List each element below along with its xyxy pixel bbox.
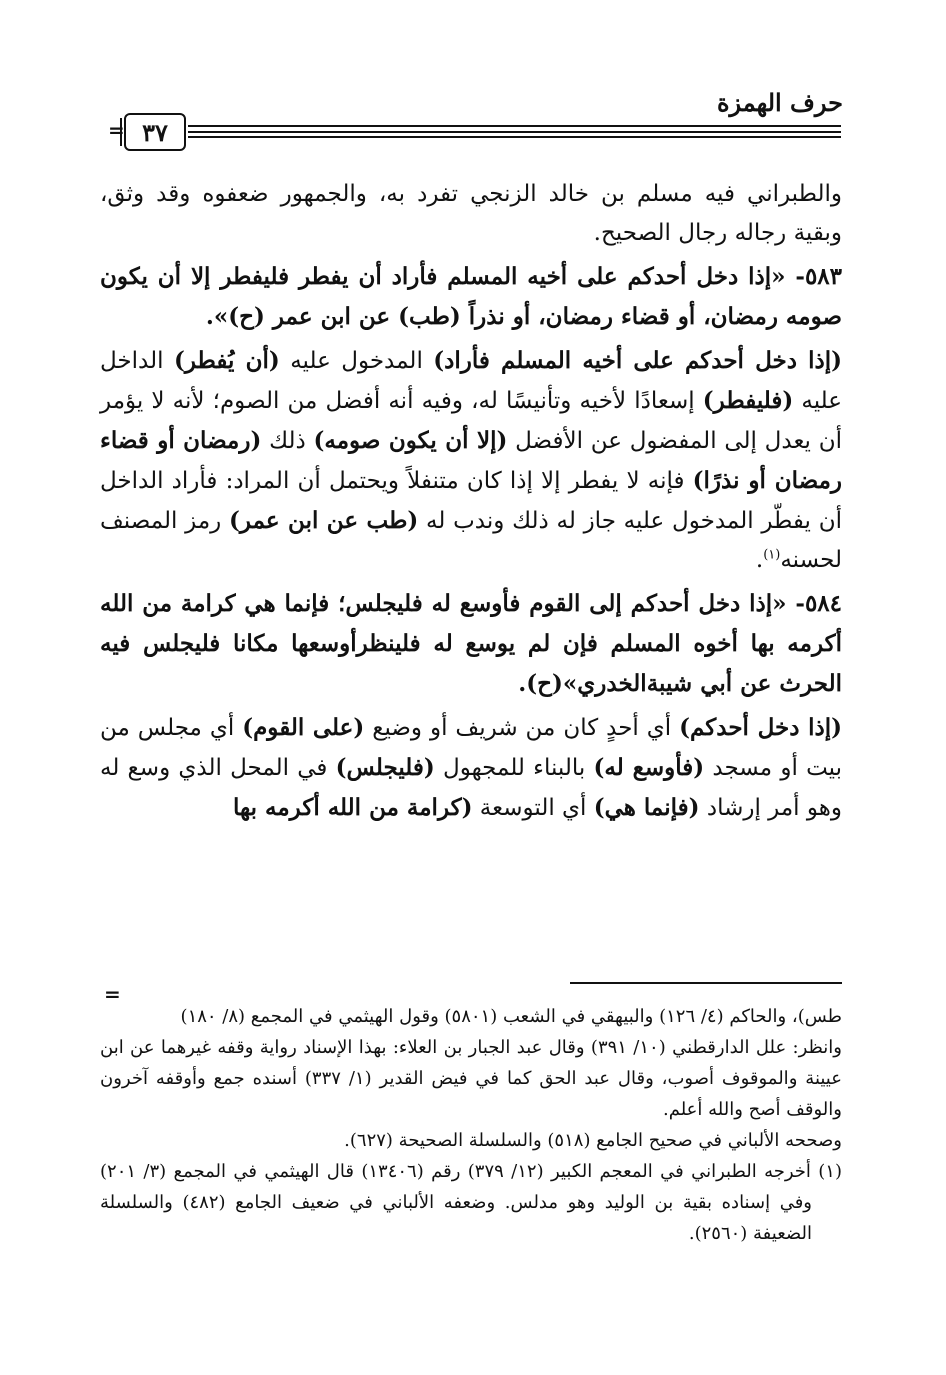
quote: (فأوسع له) — [593, 754, 705, 781]
commentary-text: أي مجلس من بيت أو مسجد — [100, 715, 842, 781]
commentary-text: الداخل عليه — [100, 348, 842, 414]
footnote-separator — [570, 982, 842, 984]
quote: (فليفطر) — [702, 387, 794, 414]
hadith-584 — [100, 584, 842, 704]
commentary-text: . — [755, 547, 764, 573]
footnote-continuation: وانظر: علل الدارقطني (١٠/ ٣٩١) وقال عبد الجبار بن العلاء: بهذا الإسناد رواية وقفه غيرهما عن ابن عيينة والموقوف أصوب، وقال عبد الحق كما في فيض القدير (١/ ٣٣٧) أسنده جمع وأوقفه آخرون والوقف أصح والله أعلم. — [100, 1037, 842, 1120]
commentary-584 — [100, 708, 842, 828]
commentary-text: بالبناء للمجهول — [434, 755, 594, 781]
hadith-583-text: ٥٨٣- «إذا دخل أحدكم على أخيه المسلم فأراد أن يفطر فليفطر إلا أن يكون صومه رمضان، أو قضاء رمضان، أو نذراً (طب) عن ابن عمر (ح)». — [100, 263, 842, 330]
footnotes — [100, 1001, 842, 1249]
quote: (كرامة من الله أكرمه بها — [233, 794, 473, 821]
chapter-title: حرف الهمزة — [716, 88, 843, 117]
header-line — [188, 125, 841, 127]
footnote-continuation: طس)، والحاكم (٤/ ١٢٦) والبيهقي في الشعب (٥٨٠١) وقول الهيثمي في المجمع (٨/ ١٨٠) — [180, 1006, 842, 1027]
commentary-text: ذلك — [261, 428, 314, 454]
footnote-continuation: وصححه الألباني في صحيح الجامع (٥١٨) والسلسلة الصحيحة (٦٢٧). — [344, 1130, 842, 1151]
hadith-583 — [100, 257, 842, 337]
footnote-1: (١) أخرجه الطبراني في المعجم الكبير (١٢/ ٣٧٩) رقم (١٣٤٠٦) قال الهيثمي في المجمع (٣/ ٢٠١) وفي إسناده بقية بن الوليد وهو مدلس. وضعفه الألباني في ضعيف الجامع (٤٨٢) والسلسلة الضعيفة (٢٥٦٠). — [100, 1161, 842, 1244]
paragraph-continuation: والطبراني فيه مسلم بن خالد الزنجي تفرد به، والجمهور ضعفوه وقد وثق، وبقية رجاله رجال الصحيح. — [100, 181, 842, 246]
quote: (إذا دخل أحدكم على أخيه المسلم فأراد) — [433, 347, 843, 374]
hadith-584-text: ٥٨٤- «إذا دخل أحدكم إلى القوم فأوسع له فليجلس؛ فإنما هي كرامة من الله أكرمه بها أخوه المسلم فإن لم يوسع له فلينظرأوسعها مكانا فليجلس فيه الحرث عن أبي شيبةالخدري»(ح). — [100, 590, 842, 697]
continuation-mark: = — [108, 118, 125, 142]
commentary-text: أي أحدٍ كان من شريف أو وضيع — [364, 715, 680, 741]
quote: (إلا أن يكون صومه) — [313, 427, 508, 454]
quote: (فليجلس) — [335, 754, 435, 781]
commentary-text: المدخول عليه — [279, 348, 434, 374]
header-line — [188, 136, 841, 138]
footnote-continuation-mark: = — [104, 982, 121, 1006]
header-rule — [108, 112, 841, 156]
footnote-reference[interactable]: (١) — [763, 547, 781, 563]
commentary-text: أي التوسعة — [472, 795, 594, 821]
header-line — [188, 131, 841, 133]
quote: (فإنما هي) — [593, 794, 700, 821]
quote: (على القوم) — [242, 714, 365, 741]
quote: (رمضان أو قضاء رمضان أو نذرًا) — [100, 427, 842, 494]
commentary-text: رمز المصنف لحسنه — [100, 508, 842, 573]
main-text — [100, 175, 842, 832]
quote: (إذا دخل أحدكم) — [679, 714, 843, 741]
commentary-text: فإنه لا يفطر إلا إذا كان متنفلاً ويحتمل أن المراد: فأراد الداخل أن يفطّر المدخول عليه جاز له ذلك وندب له — [100, 468, 842, 534]
quote: (أن يُفطر) — [173, 347, 280, 374]
commentary-text: في المحل الذي وسع له وهو أمر إرشاد — [100, 755, 842, 821]
page-number: ٣٧ — [124, 113, 186, 151]
commentary-text: إسعادًا لأخيه وتأنيسًا له، وفيه أنه أفضل من الصوم؛ لأنه لا يؤمر أن يعدل إلى المفضول عن الأفضل — [100, 388, 842, 454]
quote: (طب عن ابن عمر) — [229, 507, 419, 534]
commentary-583 — [100, 341, 842, 580]
